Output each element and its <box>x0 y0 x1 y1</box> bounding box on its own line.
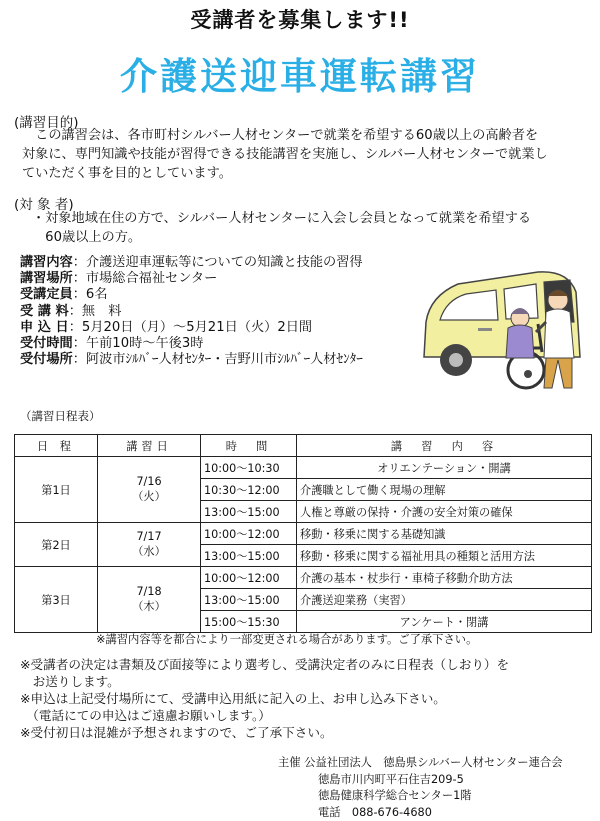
note-line: ※受講者の決定は書類及び面接等により選考し、受講決定者のみに日程表（しおり）を <box>20 656 595 673</box>
target-heading: (対 象 者) <box>14 193 74 213</box>
day-label: 第3日 <box>15 567 98 633</box>
info-label: 受 講 料 <box>20 304 69 319</box>
date-value: 7/18 <box>101 585 197 598</box>
content-cell: アンケート・閉講 <box>297 611 592 633</box>
content-cell: 介護職として働く現場の理解 <box>297 479 592 501</box>
info-value: ：6名 <box>73 287 108 302</box>
date-value: 7/16 <box>101 475 197 488</box>
target-line: ・対象地域在住の方で、シルバー人材センターに入会し会員となって就業を希望する <box>32 209 600 228</box>
sponsor-address: 徳島市川内町平石住吉209-5 <box>278 772 563 789</box>
note-line: （電話にての申込はご遠慮お願いします。） <box>20 707 595 724</box>
date-weekday: （火） <box>101 488 197 504</box>
schedule-note: ※講習内容等を都合により一部変更される場合があります。ご了承下さい。 <box>96 631 477 647</box>
tagline: 受講者を募集します!! <box>0 4 600 34</box>
table-header-row <box>15 435 592 457</box>
content-cell: 移動・移乗に関する基礎知識 <box>297 523 592 545</box>
note-line: ※受付初日は混雑が予想されますので、ご了承下さい。 <box>20 724 595 741</box>
info-row-place <box>20 271 363 287</box>
purpose-line: この講習会は、各市町村シルバー人材センターで就業を希望する60歳以上の高齢者を <box>22 126 594 145</box>
table-row <box>15 567 592 589</box>
info-value: ：市場総合福祉センター <box>73 271 218 286</box>
date-value: 7/17 <box>101 530 197 543</box>
welfare-van-illustration <box>418 262 594 394</box>
schedule-table <box>14 434 592 633</box>
note-line: お送りします。 <box>20 673 595 690</box>
time-cell: 13:00～15:00 <box>201 589 297 611</box>
purpose-line: ていただく事を目的としています。 <box>22 164 594 183</box>
info-label: 講習内容 <box>20 255 73 270</box>
purpose-line: 対象に、専門知識や技能が習得できる技能講習を実施し、シルバー人材センターで就業し <box>22 145 594 164</box>
notes <box>20 656 595 741</box>
course-date <box>98 523 201 567</box>
info-label: 申 込 日 <box>20 320 69 335</box>
note-line: ※申込は上記受付場所にて、受講申込用紙に記入の上、お申し込み下さい。 <box>20 690 595 707</box>
info-row-hours <box>20 336 363 352</box>
time-cell: 15:00～15:30 <box>201 611 297 633</box>
info-value: ：無 料 <box>69 304 122 319</box>
time-cell: 10:30～12:00 <box>201 479 297 501</box>
time-cell: 10:00～12:00 <box>201 523 297 545</box>
schedule-title: （講習日程表） <box>20 408 101 424</box>
content-cell: 介護の基本・杖歩行・車椅子移動介助方法 <box>297 567 592 589</box>
date-weekday: （木） <box>101 598 197 614</box>
sponsor-building: 徳島健康科学総合センター1階 <box>278 788 563 805</box>
table-row <box>15 523 592 545</box>
day-label: 第1日 <box>15 457 98 523</box>
info-row-capacity <box>20 287 363 303</box>
info-row-office <box>20 352 363 368</box>
header-time: 時 間 <box>201 435 297 457</box>
date-weekday: （水） <box>101 543 197 559</box>
day-label: 第2日 <box>15 523 98 567</box>
purpose-text <box>22 126 594 183</box>
content-cell: 移動・移乗に関する福祉用具の種類と活用方法 <box>297 545 592 567</box>
info-label: 受付場所 <box>20 352 73 367</box>
info-value: ：5月20日（月）～5月21日（火）2日間 <box>69 320 312 335</box>
header-date: 講習日 <box>98 435 201 457</box>
course-date <box>98 567 201 633</box>
sponsor-block <box>278 755 563 821</box>
info-label: 受付時間 <box>20 336 73 351</box>
table-row <box>15 457 592 479</box>
info-label: 講習場所 <box>20 271 73 286</box>
info-value: ：阿波市ｼﾙﾊﾞｰ人材ｾﾝﾀｰ・吉野川市ｼﾙﾊﾞｰ人材ｾﾝﾀｰ <box>73 352 363 367</box>
info-label: 受講定員 <box>20 287 73 302</box>
purpose-heading: (講習目的) <box>14 111 79 131</box>
content-cell: 介護送迎業務（実習） <box>297 589 592 611</box>
target-line: 60歳以上の方。 <box>32 228 600 247</box>
info-row-apply <box>20 320 363 336</box>
time-cell: 10:00～10:30 <box>201 457 297 479</box>
info-value: ：午前10時～午後3時 <box>73 336 204 351</box>
content-cell: 人権と尊厳の保持・介護の安全対策の確保 <box>297 501 592 523</box>
info-row-content <box>20 255 363 271</box>
sponsor-phone: 電話 088-676-4680 <box>278 805 563 821</box>
course-info <box>20 255 363 368</box>
header-day: 日 程 <box>15 435 98 457</box>
time-cell: 10:00～12:00 <box>201 567 297 589</box>
content-cell: オリエンテーション・開講 <box>297 457 592 479</box>
info-value: ：介護送迎車運転等についての知識と技能の習得 <box>73 255 363 270</box>
time-cell: 13:00～15:00 <box>201 545 297 567</box>
target-text <box>32 209 600 247</box>
info-row-fee <box>20 304 363 320</box>
sponsor-organizer: 主催 公益社団法人 徳島県シルバー人材センター連合会 <box>278 755 563 772</box>
course-date <box>98 457 201 523</box>
header-content: 講 習 内 容 <box>297 435 592 457</box>
page-title: 介護送迎車運転講習 <box>0 46 600 100</box>
time-cell: 13:00～15:00 <box>201 501 297 523</box>
